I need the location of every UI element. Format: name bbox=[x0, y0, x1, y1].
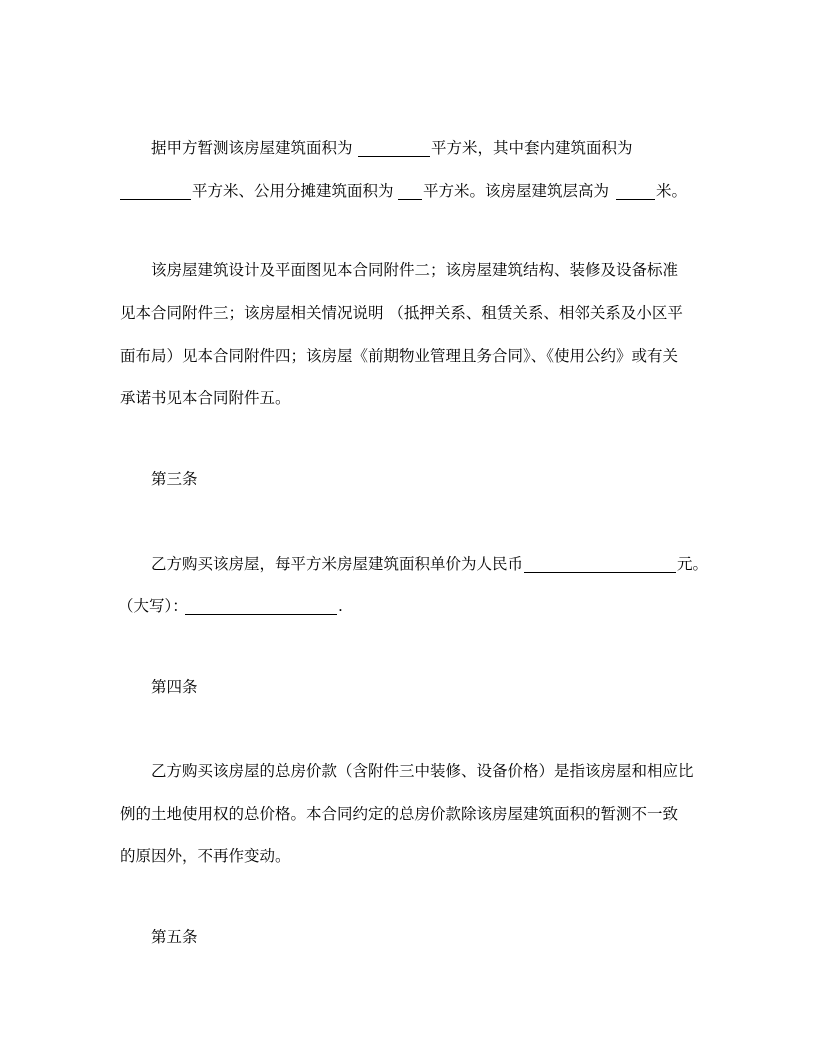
fill-in-blank bbox=[616, 183, 655, 200]
article-3-heading bbox=[0, 467, 816, 491]
text: 该房屋建筑设计及平面图见本合同附件二；该房屋建筑结构、装修及设备标准 bbox=[151, 261, 679, 279]
article-4-heading bbox=[0, 675, 816, 699]
text: 例的土地使用权的总价格。本合同约定的总房价款除该房屋建筑面积的暂测不一致 bbox=[120, 805, 679, 823]
paragraph-1-line-1 bbox=[0, 136, 816, 160]
text: 乙方购买该房屋，每平方米房屋建筑面积单价为人民币 bbox=[151, 555, 524, 573]
text: 见本合同附件三；该房屋相关情况说明 （抵押关系、租赁关系、相邻关系及小区平 bbox=[120, 304, 683, 322]
heading: 第四条 bbox=[151, 678, 198, 696]
article-4-line-3 bbox=[0, 844, 816, 868]
text: 平方米、公用分摊建筑面积为 bbox=[192, 182, 394, 200]
text: 乙方购买该房屋的总房价款（含附件三中装修、设备价格）是指该房屋和相应比 bbox=[151, 762, 694, 780]
article-3-line-2 bbox=[0, 594, 816, 618]
article-4-line-1 bbox=[0, 759, 816, 783]
article-3-line-1 bbox=[0, 552, 816, 576]
fill-in-blank bbox=[120, 183, 191, 200]
article-4-line-2 bbox=[0, 802, 816, 826]
text: 平方米，其中套内建筑面积为 bbox=[431, 139, 633, 157]
text: 的原因外，不再作变动。 bbox=[120, 847, 291, 865]
fill-in-blank bbox=[398, 183, 422, 200]
text: 元。 bbox=[677, 555, 709, 573]
heading: 第三条 bbox=[151, 470, 198, 488]
text: 据甲方暂测该房屋建筑面积为 bbox=[151, 139, 353, 157]
text: （大写）： bbox=[118, 597, 188, 615]
paragraph-2-line-4 bbox=[0, 386, 816, 410]
fill-in-blank bbox=[524, 556, 676, 573]
paragraph-2-line-3 bbox=[0, 344, 816, 368]
fill-in-blank bbox=[358, 140, 430, 157]
paragraph-2-line-2 bbox=[0, 301, 816, 325]
paragraph-1-line-2 bbox=[0, 179, 816, 203]
text: 承诺书见本合同附件五。 bbox=[120, 389, 291, 407]
text: . bbox=[338, 597, 343, 615]
text: 米。 bbox=[656, 182, 688, 200]
article-5-heading bbox=[0, 925, 816, 949]
text: 平方米。该房屋建筑层高为 bbox=[423, 182, 610, 200]
text: 面布局）见本合同附件四；该房屋《前期物业管理且务合同》、《使用公约》或有关 bbox=[120, 347, 679, 365]
heading: 第五条 bbox=[151, 928, 198, 946]
paragraph-2-line-1 bbox=[0, 258, 816, 282]
fill-in-blank bbox=[185, 598, 337, 615]
